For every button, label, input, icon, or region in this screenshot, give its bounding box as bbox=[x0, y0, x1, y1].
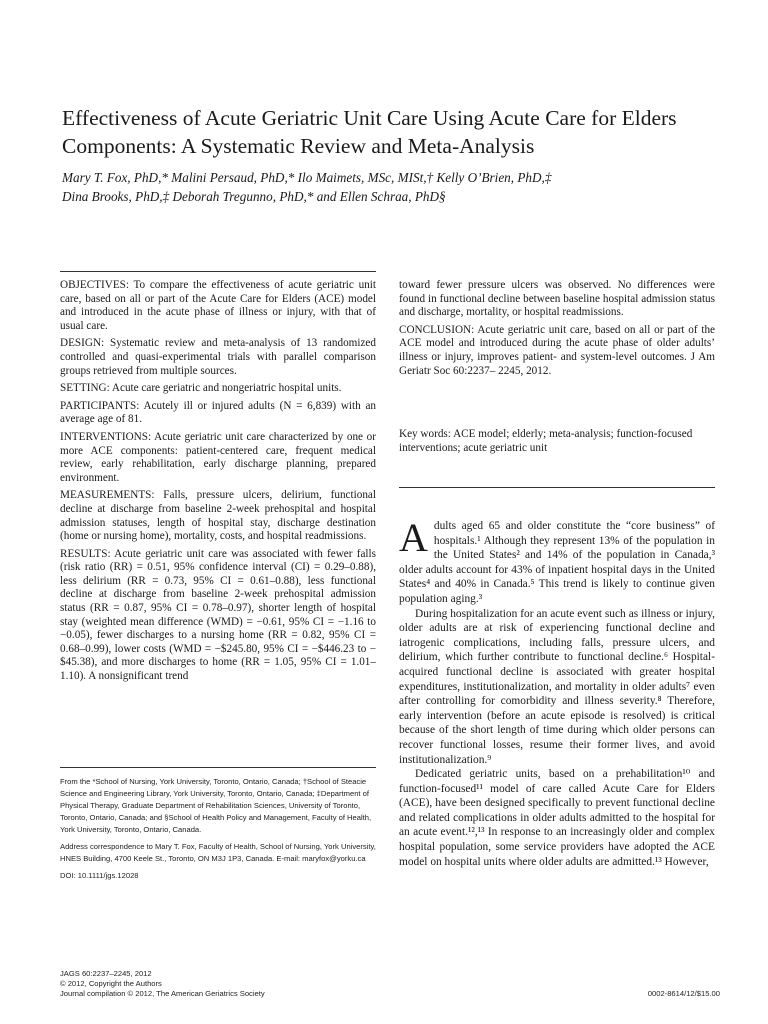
abstract-interventions: INTERVENTIONS: Acute geriatric unit care characterized by one or more ACE components: patient-centered care, frequent medical review, early rehabilitation, early discharge planning, prepared environment. bbox=[60, 430, 376, 484]
body-top-rule bbox=[399, 487, 715, 488]
abstract-right-column bbox=[399, 279, 715, 382]
abstract-results: RESULTS: Acute geriatric unit care was associated with fewer falls (risk ratio (RR) = 0.51, 95% confidence interval (CI) = 0.29–0.88), less delirium (RR = 0.73, 95% CI = 0.61–0.88), less functional decline at discharge from baseline 2-week prehospital admission status (RR = 0.87, 95% CI = 0.78–0.97), shorter length of hospital stay (weighted mean difference (WMD) = −0.61, 95% CI = −1.16 to −0.05), fewer discharges to a nursing home (RR = 0.82, 95% CI = 0.68–0.99), lower costs (WMD = −$245.80, 95% CI = −$446.23 to −$45.38), and more discharges to home (RR = 1.05, 95% CI = 1.01–1.10). A nonsignificant trend bbox=[60, 547, 376, 683]
article-body bbox=[399, 515, 715, 869]
abstract-participants: PARTICIPANTS: Acutely ill or injured adults (N = 6,839) with an average age of 81. bbox=[60, 399, 376, 426]
abstract-conclusion: CONCLUSION: Acute geriatric unit care, based on all or part of the ACE model and introduced during the acute phase of older adults’ illness or injury, improves patient- and system-level outcomes. J Am Geriatr Soc 60:2237– 2245, 2012. bbox=[399, 323, 715, 377]
author-list bbox=[62, 168, 722, 206]
doi: DOI: 10.1111/jgs.12028 bbox=[60, 871, 139, 880]
affiliations-top-rule bbox=[60, 767, 376, 768]
abstract-results-continued: toward fewer pressure ulcers was observed. No differences were found in functional decline between baseline hospital admission status and discharge, mortality, or hospital readmissions. bbox=[399, 279, 715, 319]
body-paragraph-1 bbox=[399, 515, 715, 607]
drop-cap: A bbox=[399, 515, 428, 560]
abstract-setting: SETTING: Acute care geriatric and nongeriatric hospital units. bbox=[60, 382, 342, 395]
footer-citation: JAGS 60:2237–2245, 2012 bbox=[60, 969, 152, 978]
abstract-left-column bbox=[60, 279, 376, 688]
affiliation-from: From the *School of Nursing, York University, Toronto, Ontario, Canada; †School of Steacie Science and Engineering Library, York University, Toronto, Ontario, Canada; ‡Department of Physical Therapy, Graduate Department of Rehabilitation Sciences, University of Toronto, Toronto, Ontario, Canada; and §School of Health Policy and Management, Faculty of Health, York University, Toronto, Ontario, Canada. bbox=[60, 777, 372, 834]
correspondence-address: Address correspondence to Mary T. Fox, Faculty of Health, School of Nursing, York University, HNES Building, 4700 Keele St., Toronto, ON M3J 1P3, Canada. E-mail: maryfox@yorku.ca bbox=[60, 842, 376, 863]
abstract-measurements: MEASUREMENTS: Falls, pressure ulcers, delirium, functional decline at discharge from baseline 2-week prehospital and hospital admission statuses, length of hospital stay, discharge destination (home or nursing home), mortality, costs, and hospital readmissions. bbox=[60, 489, 376, 543]
body-paragraph-1-text: dults aged 65 and older constitute the “core business” of hospitals.¹ Although they represent 13% of the population in the United States² and 14% of the population in Canada,³ older adults account for 43% of inpatient hospital days in the United States⁴ and 40% in Canada.⁵ This trend is likely to continue given population aging.³ bbox=[399, 520, 715, 605]
affiliations bbox=[60, 776, 376, 887]
abstract-design: DESIGN: Systematic review and meta-analysis of 13 randomized controlled and quasi-experimental trials with parallel comparison groups retrieved from multiple sources. bbox=[60, 337, 376, 377]
authors-line-1: Mary T. Fox, PhD,* Malini Persaud, PhD,* Ilo Maimets, MSc, MISt,† Kelly O’Brien, PhD,‡ bbox=[62, 170, 552, 185]
footer-copyright: © 2012, Copyright the Authors bbox=[60, 979, 162, 988]
abstract-top-rule bbox=[60, 271, 376, 272]
abstract-objectives: OBJECTIVES: To compare the effectiveness of acute geriatric unit care, based on all or part of the Acute Care for Elders (ACE) model and introduced in the acute phase of illness or injury, with that of usual care. bbox=[60, 279, 376, 332]
authors-line-2: Dina Brooks, PhD,‡ Deborah Tregunno, PhD,* and Ellen Schraa, PhD§ bbox=[62, 189, 446, 204]
page-footer bbox=[60, 969, 380, 999]
footer-issn: 0002-8614/12/$15.00 bbox=[647, 989, 720, 998]
keywords: Key words: ACE model; elderly; meta-analysis; function-focused interventions; acute geriatric unit bbox=[399, 428, 693, 454]
body-paragraph-3: Dedicated geriatric units, based on a prehabilitation¹⁰ and function-focused¹¹ model of care called Acute Care for Elders (ACE), have been designed specifically to prevent functional decline and related complications in older adults admitted to the hospital for an acute event.¹²,¹³ In response to an increasingly older and complex hospital population, some service providers have adopted the ACE model on hospital units where older adults are admitted.¹³ However, bbox=[399, 768, 715, 868]
body-paragraph-2: During hospitalization for an acute event such as illness or injury, older adults are at risk of experiencing functional decline and iatrogenic complications, including falls, pressure ulcers, and delirium, which further contribute to functional decline.⁶ Hospital-acquired functional decline is associated with greater hospital expenditures, institutionalization, and mortality in older adults⁷ even after controlling for comorbidity and illness severity.⁸ Therefore, early intervention (before an acute episode is resolved) is critical because of the short length of time during which older persons can recover functional losses, resume their former lives, and avoid institutionalization.⁹ bbox=[399, 607, 715, 766]
article-title: Effectiveness of Acute Geriatric Unit Care Using Acute Care for Elders Components: A Systematic Review and Meta-Analysis bbox=[62, 106, 677, 158]
footer-journal: Journal compilation © 2012, The American Geriatrics Society bbox=[60, 989, 265, 998]
